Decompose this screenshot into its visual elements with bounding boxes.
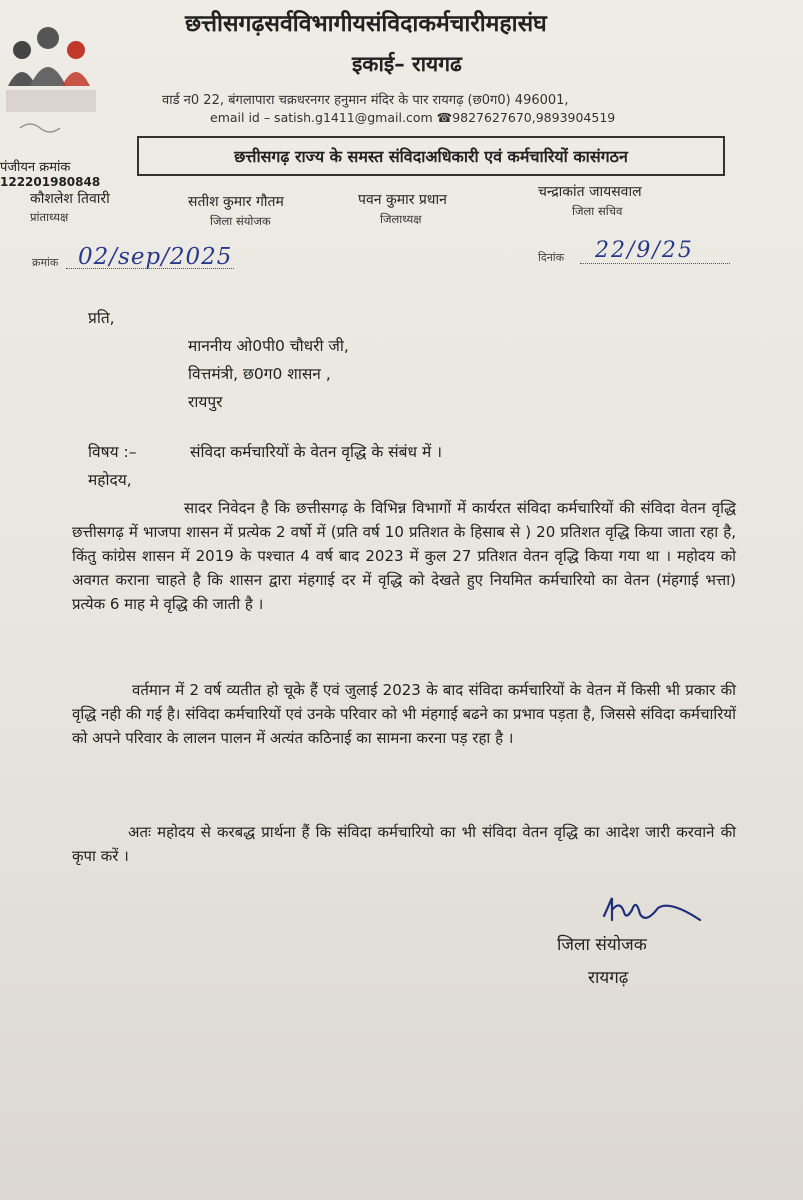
officer-name: पवन कुमार प्रधान [358,192,447,208]
officer-role: प्रांताध्यक्ष [30,210,69,224]
recipient-name: माननीय ओ0पी0 चौधरी जी, [188,337,349,355]
organization-logo [0,8,112,158]
signatory-place: रायगढ़ [588,968,629,988]
recipient-city: रायपुर [188,393,223,411]
reference-number: 02/sep/2025 [78,244,233,270]
phone-icon: ☎ [436,110,453,125]
recipient-prefix: प्रति, [88,309,115,327]
body-paragraph: अतः महोदय से करबद्ध प्रार्थना हैं कि संविदा कर्मचारियो का भी संविदा वेतन वृद्धि का आदेश जारी करवाने की कृपा करें । [72,823,736,865]
organization-name: छत्तीसगढ़सर्वविभागीयसंविदाकर्मचारीमहासंघ [185,11,547,37]
date-value: 22/9/25 [595,238,694,263]
date-dotted-line [580,263,730,264]
officer-name: कौशलेश तिवारी [30,191,110,207]
body-paragraph: सादर निवेदन है कि छत्तीसगढ़ के विभिन्न विभागों में कार्यरत संविदा कर्मचारियों की संविदा वेतन वृद्धि छत्तीसगढ़ में भाजपा शासन में प्रत्येक 2 वर्षो में (प्रति वर्ष 10 प्रतिशत के हिसाब से ) 20 प्रतिशत वृद्धि किया जाता रहा है, किंतु कांग्रेस शासन में 2019 के पश्चात 4 वर्ष बाद 2023 में कुल 27 प्रतिशत वेतन वृद्धि किया गया था । महोदय को अवगत कराना चाहते है कि शासन द्वारा मंहगाई दर में वृद्धि को देखते हुए नियमित कर्मचारियो का वेतन (मंहगाई भत्ता) प्रत्येक 6 माह मे वृद्धि की जाती है । [72,499,736,613]
tagline-box [137,136,725,176]
tagline-text: छत्तीसगढ़ राज्य के समस्त संविदाअधिकारी एवं कर्मचारियों कासंगठन [234,147,628,166]
handwritten-signature [600,890,710,930]
reference-label: क्रमांक [32,256,59,269]
subject-text: संविदा कर्मचारियों के वेतन वृद्धि के संबंध में । [190,443,443,461]
email-text: email id – satish.g1411@gmail.com [210,110,433,125]
date-label: दिनांक [538,251,565,264]
address-line: वार्ड न0 22, बंगलापारा चक्रधरनगर हनुमान मंदिर के पार रायगढ़ (छ0ग0) 496001, [162,93,569,108]
officer-name: सतीश कुमार गौतम [188,194,284,210]
recipient-designation: वित्तमंत्री, छ0ग0 शासन , [188,365,331,383]
unit-name: इकाई– रायगढ [352,52,462,76]
officer-role: जिला सचिव [572,204,623,218]
signatory-title: जिला संयोजक [557,935,647,955]
body-paragraph: वर्तमान में 2 वर्ष व्यतीत हो चूके हैं एवं जुलाई 2023 के बाद संविदा कर्मचारियों के वेतन में किसी भी प्रकार की वृद्धि नही की गई है। संविदा कर्मचारियों एवं उनके परिवार को भी मंहगाई बढने का प्रभाव पड़ता है, जिससे संविदा कर्मचारियों को अपने परिवार के लालन पालन में अत्यंत कठिनाई का सामना करना पड़ रहा है । [72,681,736,747]
phone-numbers: 9827627670,9893904519 [452,110,616,125]
officer-name: चन्द्राकांत जायसवाल [538,184,642,200]
officer-role: जिला संयोजक [210,214,271,228]
contact-line [210,110,615,125]
officer-role: जिलाध्यक्ष [380,212,422,226]
registration-number: 122201980848 [0,175,101,189]
salutation: महोदय, [88,471,132,489]
registration-label: पंजीयन क्रमांक [0,160,71,175]
subject-label: विषय :– [88,443,137,461]
